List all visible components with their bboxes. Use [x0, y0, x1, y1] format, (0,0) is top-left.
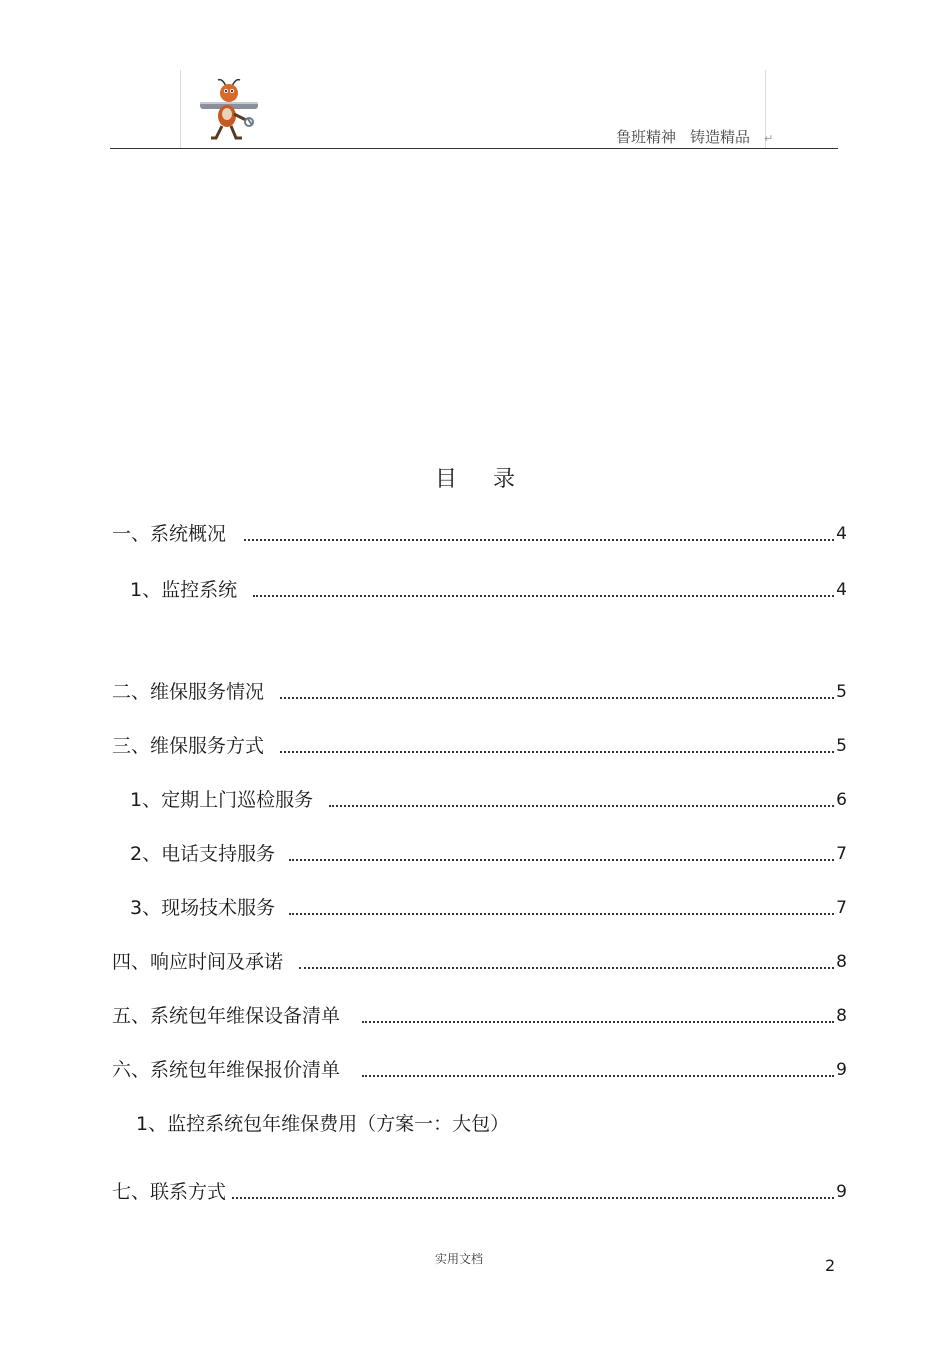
toc-entry-page: 7 [836, 844, 847, 864]
toc-entry[interactable] [130, 574, 847, 602]
toc-entry-label: 1、监控系统包年维保费用（方案一：大包） [136, 1113, 510, 1135]
toc-leader-dots [362, 1074, 834, 1077]
toc-entry-page: 4 [836, 524, 847, 544]
toc-leader-dots [280, 750, 834, 753]
toc-entry-label: 六、系统包年维保报价清单 [112, 1059, 341, 1081]
slogan-left: 鲁班精神 [616, 128, 677, 146]
toc-leader-dots [362, 1020, 834, 1023]
toc-entry-page: 5 [836, 682, 847, 702]
toc-leader-dots [280, 696, 834, 699]
toc-entry-page: 7 [836, 898, 847, 918]
toc-entry[interactable] [130, 784, 847, 812]
toc-entry[interactable] [112, 946, 847, 974]
toc-entry-label: 四、响应时间及承诺 [112, 951, 284, 973]
toc-leader-dots [329, 804, 834, 807]
toc-entry[interactable] [112, 1000, 847, 1028]
toc-entry-page: 4 [836, 580, 847, 600]
toc-entry-label: 七、联系方式 [112, 1181, 227, 1203]
toc-entry-label: 2、电话支持服务 [130, 843, 276, 865]
toc-entry[interactable] [112, 518, 847, 546]
toc-entry-label: 1、定期上门巡检服务 [130, 789, 314, 811]
toc-entry-page: 9 [836, 1182, 847, 1202]
toc-entry[interactable] [112, 1054, 847, 1082]
header-slogan [616, 126, 773, 147]
toc-entry-label: 三、维保服务方式 [112, 735, 265, 757]
toc-leader-dots [289, 912, 834, 915]
page-number: 2 [825, 1256, 836, 1275]
toc-entry-page: 5 [836, 736, 847, 756]
toc-entry-label: 3、现场技术服务 [130, 897, 276, 919]
footer-text: 实用文档 [434, 1252, 483, 1266]
toc-entry-page: 9 [836, 1060, 847, 1080]
toc-entry[interactable] [136, 1108, 847, 1136]
toc-leader-dots [299, 966, 834, 969]
toc-entry-label: 五、系统包年维保设备清单 [112, 1005, 341, 1027]
toc-entry-page: 8 [836, 952, 847, 972]
toc-title: 目录 [434, 467, 551, 492]
header-divider-left [180, 70, 181, 148]
slogan-right: 铸造精品 [690, 128, 751, 146]
toc-entry-label: 1、监控系统 [130, 579, 238, 601]
toc-leader-dots [244, 538, 834, 541]
toc-entry[interactable] [112, 1176, 847, 1204]
toc-entry-label: 一、系统概况 [112, 523, 227, 545]
toc-entry-label: 二、维保服务情况 [112, 681, 265, 703]
ant-mascot-logo [196, 74, 266, 144]
toc-leader-dots [289, 858, 834, 861]
toc-entry[interactable] [130, 838, 847, 866]
toc-entry[interactable] [130, 892, 847, 920]
toc-entry[interactable] [112, 730, 847, 758]
toc-leader-dots [232, 1196, 834, 1199]
toc-entry-page: 6 [836, 790, 847, 810]
paragraph-mark-icon: ↵ [764, 132, 774, 145]
header-rule [110, 148, 838, 149]
toc-leader-dots [253, 594, 834, 597]
toc-entry-page: 8 [836, 1006, 847, 1026]
toc-entry[interactable] [112, 676, 847, 704]
